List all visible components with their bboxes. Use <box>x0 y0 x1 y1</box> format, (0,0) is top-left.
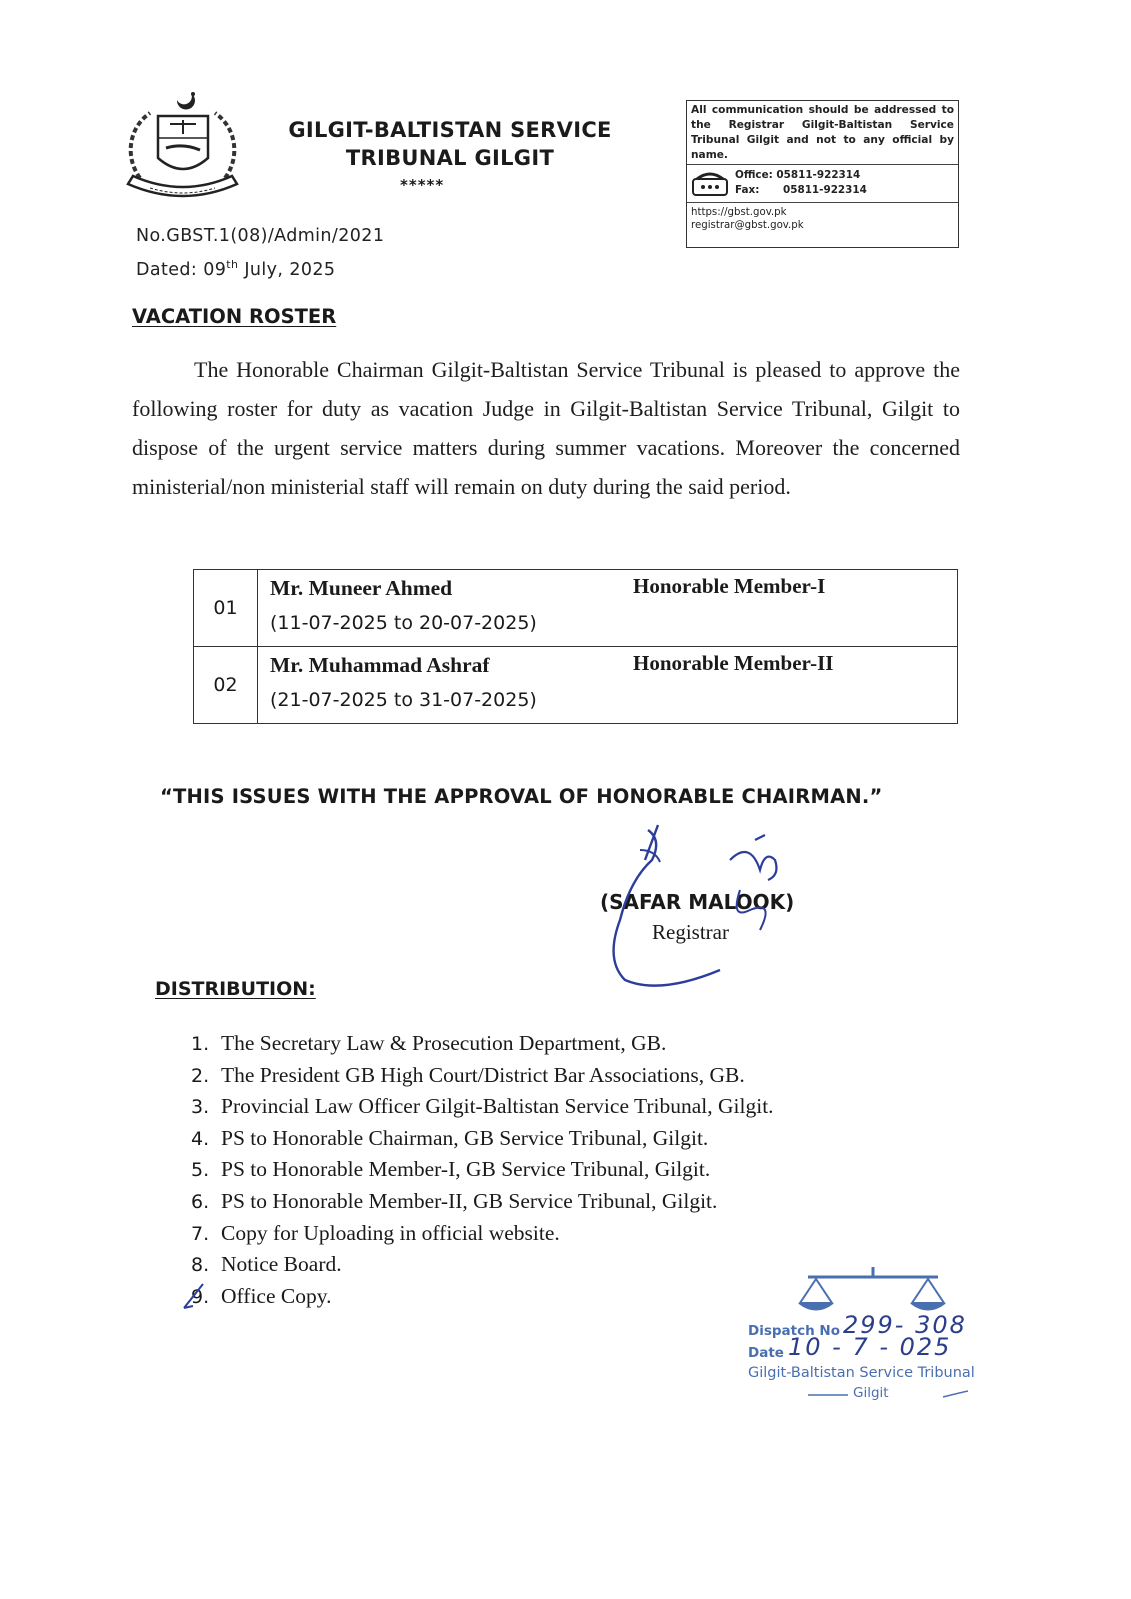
dispatch-stamp <box>748 1265 1018 1425</box>
dispatch-label: Dispatch No <box>748 1323 840 1339</box>
row-number: 01 <box>194 570 258 647</box>
member-name: Mr. Muhammad Ashraf <box>270 653 490 677</box>
member-role: Honorable Member-II <box>633 651 834 675</box>
stamp-place: Gilgit <box>853 1385 889 1401</box>
letter-date <box>136 258 335 280</box>
list-item: 3. Provincial Law Officer Gilgit-Baltistan Service Tribunal, Gilgit. <box>191 1094 774 1119</box>
duty-period: (21-07-2025 to 31-07-2025) <box>270 689 537 711</box>
handwritten-signature <box>600 820 820 1000</box>
title-stars: ***** <box>400 176 445 194</box>
dispatch-number: 299- 308 <box>843 1311 967 1339</box>
pen-mark-icon <box>181 1282 207 1310</box>
body-paragraph: The Honorable Chairman Gilgit-Baltistan Service Tribunal is pleased to approve the following roster for duty as vacation Judge in Gilgit-Baltistan Service Tribunal, Gilgit to dispose of the urgent service matters during summer vacations. Moreover the concerned ministerial/non ministerial staff will remain on duty during the said period. <box>132 357 960 499</box>
stamp-org: Gilgit-Baltistan Service Tribunal <box>748 1365 975 1381</box>
org-title-line1: GILGIT-BALTISTAN SERVICE <box>288 118 612 142</box>
duty-period: (11-07-2025 to 20-07-2025) <box>270 612 537 634</box>
phone-fax-block <box>687 165 958 203</box>
tribunal-emblem <box>120 88 245 206</box>
date-rest: July, 2025 <box>238 259 336 280</box>
roster-table <box>193 569 958 724</box>
list-item: 7. Copy for Uploading in official website. <box>191 1220 560 1245</box>
email-link[interactable]: registrar@gbst.gov.pk <box>691 220 804 231</box>
list-item: 8. Notice Board. <box>191 1252 342 1277</box>
table-row <box>194 647 958 724</box>
distribution-list <box>191 1028 774 1312</box>
phone-icon <box>691 171 729 197</box>
table-row <box>194 570 958 647</box>
signatory-name: (SAFAR MALOOK) <box>600 890 795 914</box>
communication-note: All communication should be addressed to the Registrar Gilgit-Baltistan Service Tribunal Gilgit and not to any official by name. <box>687 101 958 165</box>
date-suffix-sup: th <box>226 258 239 271</box>
row-detail <box>258 647 958 724</box>
page-title: VACATION ROSTER <box>132 305 337 328</box>
org-title-line2: TRIBUNAL GILGIT <box>345 146 555 170</box>
list-item: 2. The President GB High Court/District Bar Associations, GB. <box>191 1062 745 1087</box>
date-label: Date <box>748 1345 784 1361</box>
member-role: Honorable Member-I <box>633 574 826 598</box>
fax-label: Fax: <box>735 184 760 196</box>
website-link[interactable]: https://gbst.gov.pk <box>691 207 787 218</box>
list-item: 9. Office Copy. <box>191 1281 774 1313</box>
distribution-heading: DISTRIBUTION: <box>155 978 316 1000</box>
member-name: Mr. Muneer Ahmed <box>270 576 453 600</box>
contact-box <box>686 100 959 248</box>
stamp-underline <box>798 1389 968 1403</box>
list-item: 1. The Secretary Law & Prosecution Department, GB. <box>191 1031 667 1055</box>
date-prefix: Dated: 09 <box>136 259 227 280</box>
office-phone: Office: 05811-922314 <box>735 169 861 181</box>
scales-of-justice-icon <box>788 1265 958 1317</box>
dispatch-date: 10 - 7 - 025 <box>788 1333 952 1361</box>
row-detail <box>258 570 958 647</box>
list-item: 5. PS to Honorable Member-I, GB Service Tribunal, Gilgit. <box>191 1157 711 1182</box>
fax-number: 05811-922314 <box>783 184 867 196</box>
row-number: 02 <box>194 647 258 724</box>
approval-statement: “THIS ISSUES WITH THE APPROVAL OF HONORABLE CHAIRMAN.” <box>160 785 883 808</box>
reference-number: No.GBST.1(08)/Admin/2021 <box>136 226 385 246</box>
list-item: 4. PS to Honorable Chairman, GB Service Tribunal, Gilgit. <box>191 1125 709 1150</box>
list-item: 6. PS to Honorable Member-II, GB Service Tribunal, Gilgit. <box>191 1188 718 1213</box>
signatory-title: Registrar <box>652 920 729 944</box>
